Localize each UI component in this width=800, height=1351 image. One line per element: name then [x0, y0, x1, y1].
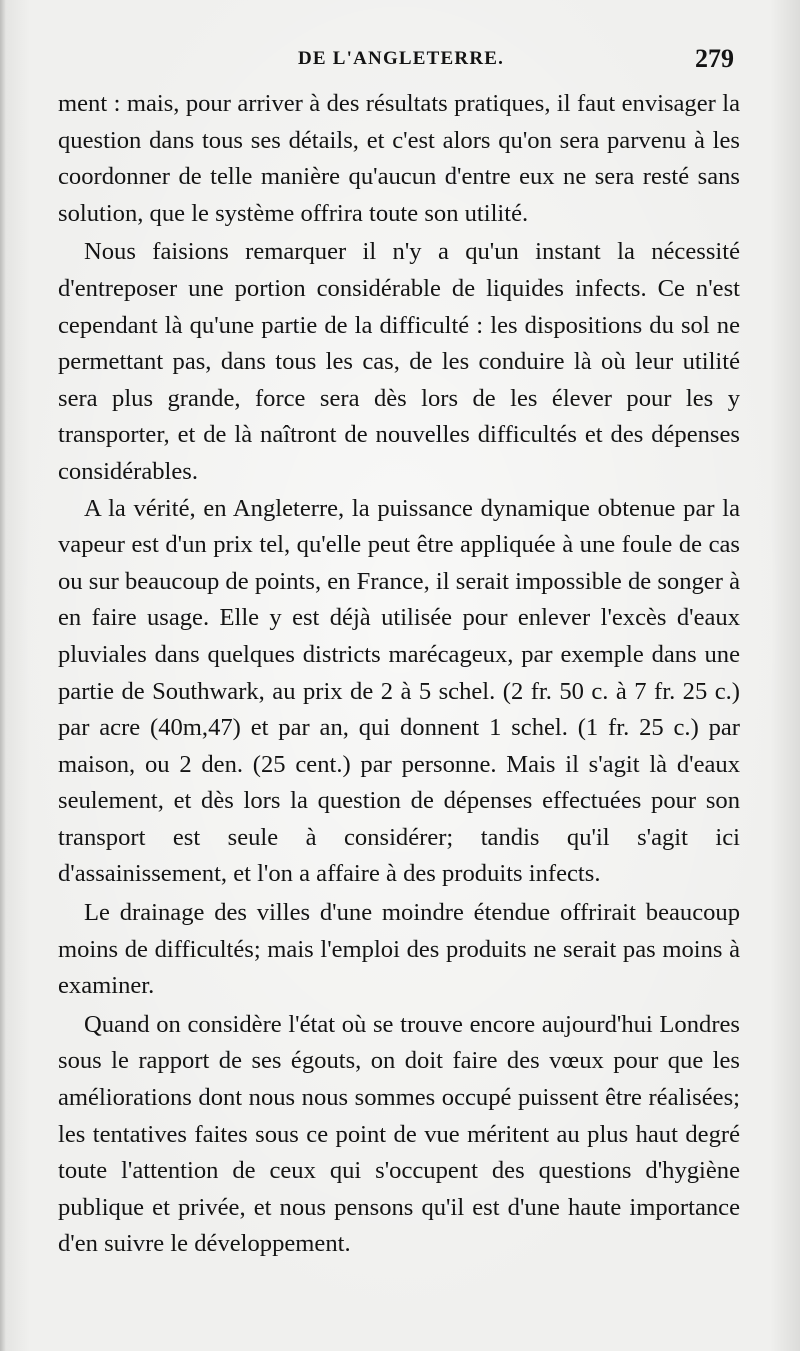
paragraph-drainage-villes: Le drainage des villes d'une moindre étendue offrirait beaucoup moins de difficultés; mais l'emploi des produits ne serait pas moins à examiner.: [58, 899, 740, 1000]
paragraph-londres-egouts: Quand on considère l'état où se trouve encore aujourd'hui Londres sous le rapport de ses égouts, on doit faire des vœux pour que les améliorations dont nous nous sommes occupé puissent être réalisées; les tentatives faites sous ce point de vue méritent au plus haut degré toute l'attention de ceux qui s'occupent des questions d'hygiène publique et privée, et nous pensons qu'il est d'une haute importance d'en suivre le développement.: [58, 1010, 740, 1258]
page-number: 279: [695, 44, 734, 73]
body-text: [58, 86, 740, 1263]
running-head: DE L'ANGLETERRE.: [298, 48, 505, 69]
page-gutter-shadow: [0, 0, 6, 1351]
page-header: [60, 44, 740, 84]
paragraph-continuation: ment : mais, pour arriver à des résultats pratiques, il faut envisager la question dans tous ses détails, et c'est alors qu'on sera parvenu à les coordonner de telle manière qu'aucun d'entre eux ne sera resté sans solution, que le système offrira toute son utilité.: [58, 90, 740, 227]
paragraph-liquides-infects: Nous faisions remarquer il n'y a qu'un instant la nécessité d'entreposer une portion considérable de liquides infects. Ce n'est cependant là qu'une partie de la difficulté : les dispositions du sol ne permettant pas, dans tous les cas, de les conduire là où leur utilité sera plus grande, force sera dès lors de les élever pour les y transporter, et de là naîtront de nouvelles difficultés et des dépenses considérables.: [58, 238, 740, 485]
paragraph-vapeur-angleterre: A la vérité, en Angleterre, la puissance dynamique obtenue par la vapeur est d'un prix tel, qu'elle peut être appliquée à une foule de cas ou sur beaucoup de points, en France, il serait impossible de songer à en faire usage. Elle y est déjà utilisée pour enlever l'excès d'eaux pluviales dans quelques districts marécageux, par exemple dans une partie de Southwark, au prix de 2 à 5 schel. (2 fr. 50 c. à 7 fr. 25 c.) par acre (40m,47) et par an, qui donnent 1 schel. (1 fr. 25 c.) par maison, ou 2 den. (25 cent.) par personne. Mais il s'agit là d'eaux seulement, et dès lors la question de dépenses effectuées pour son transport est seule à considérer; tandis qu'il s'agit ici d'assainissement, et l'on a affaire à des produits infects.: [58, 494, 740, 888]
